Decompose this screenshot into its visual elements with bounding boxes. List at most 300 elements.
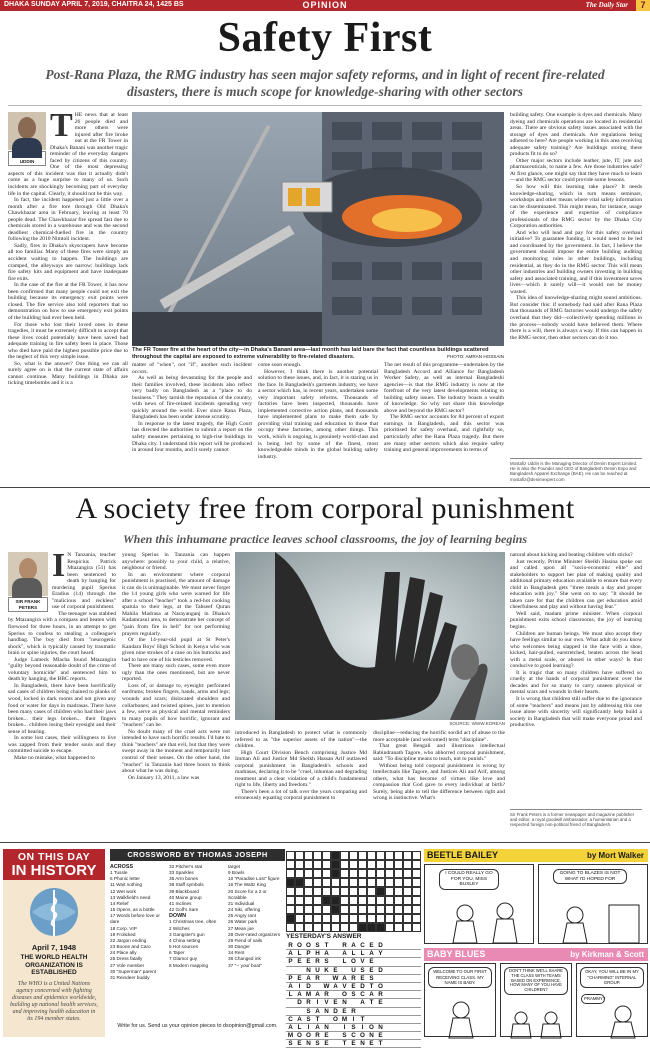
crossword-cell[interactable] (385, 896, 394, 905)
crossword-cell[interactable] (403, 923, 412, 932)
paragraph: Make no mistake, what happened to (14, 754, 95, 761)
crossword-cell[interactable] (340, 869, 349, 878)
crossword-cell[interactable] (340, 905, 349, 914)
crossword-cell[interactable] (295, 860, 304, 869)
crossword-cell[interactable] (385, 860, 394, 869)
crossword-cell[interactable] (349, 860, 358, 869)
crossword-cell[interactable] (385, 887, 394, 896)
paragraph: The RMG sector accounts for 84 percent of export earnings in Bangladesh, and this sector was prioritised for safety overhaul, and rightfully so, particularly after the Rana Plaza tragedy. But there are many other sectors which also require safety training and general improvements in terms of (384, 414, 504, 454)
crossword-cell[interactable] (376, 896, 385, 905)
crossword-clue: 6 Taper (169, 950, 185, 956)
blues-bubble-4: PRAMMY? (581, 994, 605, 1004)
crossword-cell[interactable] (367, 851, 376, 860)
crossword-clue: 36 Changed ink (228, 956, 261, 962)
crossword-clue: 32 Pitcher's stat (169, 864, 203, 869)
article1-deck: Post-Rana Plaza, the RMG industry has seen major safety reforms, and in light of recent fire-related disasters, there is much scope for knowledge-sharing with other sectors (45, 67, 605, 99)
paragraph: It is tragic that so many children have suffered so cruelly at the hands of corporal punishment over the decades and for so many to carry unseen physical or mental scars and wounds in their hearts. (510, 669, 642, 696)
on-this-day-label: ON THIS DAY (17, 851, 91, 863)
crossword-cell[interactable] (412, 860, 421, 869)
crossword-clue: 24 Siki, offering (228, 907, 261, 913)
crossword-cell[interactable] (358, 914, 367, 923)
paragraph: For those who lost their loved ones in these tragedies, it must be extremely difficult to accept that these lives could potentially have been saved had adequate training in fire safety been in place. Those who died have paid the highest possible price due to the neglect of this very simple issue. (8, 321, 128, 361)
article1-author-bio: Mostafiz Uddin is the Managing Director of Denim Expert Limited. He is also the Founder and CEO of Bangladesh Denim Expo and Bangladesh Apparel Exchange (BAE). He can be reached at mostafiz@denimexpert.com (510, 458, 642, 482)
crossword-cell (331, 851, 340, 860)
crossword-cell[interactable] (295, 851, 304, 860)
crossword-cell[interactable] (340, 914, 349, 923)
blues-panel-2-art (501, 964, 573, 1038)
crossword-cell[interactable] (376, 905, 385, 914)
who-emblem-icon (24, 884, 84, 940)
crossword-cell[interactable] (403, 887, 412, 896)
crossword-cell[interactable] (295, 896, 304, 905)
yesterday-answer-label: YESTERDAY'S ANSWER (286, 933, 362, 940)
paragraph: In Bangladesh, there have been horrifically sad cases of children being chained to planks of wood, locked in dark rooms and not given any food or water for days in madrasas. There have been many cases of children who had their jaws broken... their legs broken... their fingers broken... children losing their eyesight and their sense of hearing. (8, 682, 116, 735)
crossword-cell[interactable] (286, 851, 295, 860)
paragraph: As well as being devastating for the people and their families involved, these incidents also reflect very badly on Bangladesh as a "place to do business." They tarnish the reputation of the country, with news of fire-related incidents spreading very quickly around the world. Ever since Rana Plaza, Bangladesh has been under intense scrutiny. (132, 375, 252, 421)
paragraph: In some lost cases, their willingness to live was zapped from their tender souls and they committed suicide to escape. (8, 735, 116, 755)
answer-row: L A M A R O S C A R (286, 991, 421, 999)
crossword-clue: 37 "-- your boat" (228, 962, 262, 968)
crossword-cell[interactable] (358, 878, 367, 887)
crossword-cell[interactable] (349, 869, 358, 878)
paragraph: introduced in Bangladesh to protect what is commonly referred to as "the superior assets of the nation"—the children. (235, 730, 367, 750)
author-name-2: SIR FRANK PETERS (8, 597, 48, 612)
crossword-cell[interactable] (385, 923, 394, 932)
crossword-cell[interactable] (367, 869, 376, 878)
article2-column-3 (235, 730, 367, 838)
crossword-cell[interactable] (376, 860, 385, 869)
paragraph: Or the 14-year-old pupil at St Peter's Kandara Boys' High School in Kenya who was given nine strokes of a cane on his buttocks and had to have one of his testicles removed. (122, 637, 230, 663)
crossword-cell[interactable] (295, 869, 304, 878)
crossword-cell[interactable] (367, 878, 376, 887)
crossword-clue: 5 Hot sources (169, 944, 198, 950)
crossword-clue: 21 Individual (228, 900, 255, 906)
crossword-cell (376, 887, 385, 896)
answer-row: A L P H A A L L A Y (286, 950, 421, 958)
crossword-clue: 3 Gangster's gun (169, 931, 205, 937)
crossword-cell[interactable] (394, 851, 403, 860)
crossword-cell[interactable] (331, 878, 340, 887)
crossword-clue: 34 Rent (228, 950, 245, 956)
baby-blues-header (424, 948, 648, 961)
beetle-panel-1 (424, 864, 534, 944)
crossword-clue: 1 Christmas tree, often (169, 919, 217, 925)
paragraph: So, what is the answer? One thing we can all surely agree on is that the current state of affairs cannot continue. Many buildings in Dhaka are ticking timebombs and it is a (8, 360, 128, 387)
crossword-cell[interactable] (367, 914, 376, 923)
paragraph: Other major sectors include leather, jute, IT, jute and pharmaceuticals, to name a few. Are those industries safe? At first glance, one might say that they have much to learn—and the RMG sector could provide some lessons. (510, 157, 642, 184)
crossword-clue: 30 "Superman" parent (110, 968, 157, 974)
crossword-cell[interactable] (349, 923, 358, 932)
crossword-cell (322, 896, 331, 905)
crossword-cell (367, 923, 376, 932)
paragraph: No doubt many of the cruel acts were not intended to have such horrific results. I'd hate to think "teachers" are that evil, but that they were swept away in the moment and temporarily lost control of their senses. On the other hand, the "teacher" in Tanzania had three hours to think about what he was doing. (122, 728, 230, 775)
crossword-clue: 33 Sparkles (169, 870, 194, 876)
crossword-cell[interactable] (367, 887, 376, 896)
crossword-clue: 6 Phonic letter (110, 876, 140, 882)
paragraph: HE news that at least 26 people died and more others were injured after fire broke out at the FR Tower in Dhaka's Banani was another tragic reminder of the everyday dangers faced by citizens of this country. One of the most depressing aspects of this incident was that it actually didn't come as a huge surprise to many of us. Such incidents are shockingly becoming part of everyday life in the capital. Clearly, it should not be this way. (8, 112, 128, 197)
baby-blues-title: BABY BLUES (427, 949, 486, 959)
crossword-clue: 24 Place ally (110, 950, 137, 956)
crossword-cell[interactable] (340, 887, 349, 896)
crossword-cell[interactable] (313, 896, 322, 905)
crossword-cell[interactable] (403, 869, 412, 878)
crossword-cell[interactable] (412, 914, 421, 923)
crossword-cell[interactable] (385, 914, 394, 923)
crossword-cell[interactable] (322, 851, 331, 860)
crossword-cell[interactable] (295, 887, 304, 896)
divider (8, 105, 642, 106)
paragraph: On January 13, 2011, a law was (128, 774, 200, 781)
article2-column-5 (510, 552, 642, 806)
crossword-cell[interactable] (313, 887, 322, 896)
author-photo-2 (8, 552, 48, 612)
crossword-clue: 27 Mean joe (228, 925, 254, 931)
crossword-cell[interactable] (367, 905, 376, 914)
article1-column-4 (384, 362, 504, 482)
crossword-cell[interactable] (385, 851, 394, 860)
crossword-cell[interactable] (304, 878, 313, 887)
crossword-cell[interactable] (304, 923, 313, 932)
crossword-cell[interactable] (358, 851, 367, 860)
yesterday-answer-grid (286, 942, 421, 1048)
crossword-cell (331, 860, 340, 869)
crossword-clue: 22 Jargon ending (110, 937, 147, 943)
paragraph: N Tanzania, teacher Respicius Patrick Mtazangira (51) has been sentenced to death by hanging for murdering pupil Sperius Eradius (14) through the "malicious and reckless" use of corporal punishment. (52, 552, 116, 611)
dropcap: T (50, 107, 73, 144)
crossword-cell[interactable] (403, 905, 412, 914)
crossword-cell[interactable] (286, 923, 295, 932)
crossword-clue: 28 Over-rated organizers (228, 931, 281, 937)
crossword-cell[interactable] (367, 896, 376, 905)
paragraph: However, I think there is another potential solution to these issues, and, in fact, it is staring us in the face. In Bangladesh's garments industry, we have a sector which has, in recent years, undertaken some very important safety reforms. Thousands of factories have been inspected, thousands have implemented corrective action plans, and thousands have implemented plans to make them safe by providing vital training and education to those that occupy these factories, among other things. This work, which is ongoing, is genuinely world-class and is being led by some of the finest, most knowledgeable minds in the global building safety industry. (258, 368, 378, 460)
article2-column-4 (373, 730, 505, 838)
crossword-cell[interactable] (295, 905, 304, 914)
crossword-clue: 29 Fiend of sails (228, 937, 263, 943)
crossword-cell[interactable] (313, 923, 322, 932)
crossword-cell[interactable] (349, 896, 358, 905)
across-label: ACROSS (110, 864, 134, 870)
crossword-cell (358, 923, 367, 932)
crossword-clues-1 (110, 864, 166, 981)
crossword-cell[interactable] (340, 878, 349, 887)
blues-panel-3 (576, 963, 648, 1037)
crossword-cell[interactable] (304, 896, 313, 905)
paragraph: Without being told corporal punishment is wrong by intellectuals like Tagore, and Justices Ali and Arif, among others, what has become of virtues like love and compassion that God gave to every individual at birth? Surely, being able to tell the difference between right and wrong is instinctive. What's (373, 762, 505, 802)
crossword-cell[interactable] (412, 923, 421, 932)
crossword-cell[interactable] (376, 869, 385, 878)
crossword-cell[interactable] (313, 869, 322, 878)
article1-column-5 (510, 112, 642, 456)
page-number: 7 (636, 0, 650, 11)
crossword-cell[interactable] (295, 923, 304, 932)
crossword-clue: 39 Blackboard (169, 888, 199, 894)
fire-scene-image (132, 112, 504, 346)
paragraph: Loss of, or damage to, eyesight: perforated eardrums; broken fingers, hands, arms and legs; wounds and scars; dislocated shoulders and collarbones; and twisted spines, just to mention a few, serve as physical and mental reminders to many pupils of how horrific, ignorant and "teachers" can be. (122, 682, 230, 729)
paragraph: In fact, the incident happened just a little over a month after a fire tore through Old Dhaka's Chawkbazar area in February, leaving at least 70 people dead. The Chawkbazar fire spread fast due to chemicals stored in a warehouse and was the second deadliest chemical-fuelled fire in the country following the 2010 Nimtoli incident. (8, 197, 128, 243)
crossword-cell[interactable] (322, 914, 331, 923)
crossword-cell[interactable] (340, 923, 349, 932)
crossword-cell[interactable] (322, 869, 331, 878)
crossword-clue: 8 Modern mapping (169, 962, 209, 968)
crossword-clue: 25 Dress fatally (110, 956, 143, 962)
crossword-clue: 2 Witches (169, 925, 190, 931)
crossword-cell[interactable] (412, 869, 421, 878)
crossword-cell[interactable] (358, 896, 367, 905)
paragraph: In an environment where corporal punishment is practised, the amount of damage it can do is unimaginable. We must never forget the 14 young girls who were warned for life after a school "teacher" took a red-hot cooking spatula to their legs, at the Tahseef Quran Mahila Madrasa at Narayanganj in Dhaka's Kadamrasul area, to demonstrate her concept of "pain from fire in hell" for not performing prayers regularly. (122, 571, 230, 637)
crossword-cell[interactable] (286, 869, 295, 878)
crossword-clue: 9 Bowls (228, 870, 245, 876)
article2-deck: When this inhumane practice leaves school classrooms, the joy of learning begins (122, 532, 528, 546)
crossword-clue: target (228, 864, 240, 869)
crossword-cell[interactable] (313, 860, 322, 869)
crossword-clue: 23 Boone and Caro (110, 944, 151, 950)
crossword-cell[interactable] (349, 905, 358, 914)
paragraph: So how will this learning take place? It needs knowledge-sharing, which in turn means seminars, workshops and other means where vital safety information can be disseminated. This might mean, for instance, usage of the experience and expertise of compliance professionals of the RMG sector by the Dhaka City Corporation authorities. (510, 184, 642, 230)
masthead (0, 0, 650, 11)
paragraph: In the case of the fire at the FR Tower, it has now been confirmed that many people could not exit the building because its emergency exit points were closed. The fire service also told reporters that no demonstration on how to use emergency exit points of the building had ever been held. (8, 282, 128, 321)
crossword-cell[interactable] (358, 869, 367, 878)
crossword-clue: 35 Arm bones (169, 876, 198, 882)
paragraph: Just recently, Prime Minister Sheikh Hasina spoke out and called upon all "socio-economic elite" and stakeholders to support her plan of making quality and additional primary education available to ensure that every child in Bangladesh gets "three meals a day and proper education with joy." She went on to say: "It should be taken care for that the children can get education amid cheerfulness and play and without having fear." (510, 558, 642, 611)
blues-panel-3-art (577, 964, 649, 1038)
crossword-cell[interactable] (412, 878, 421, 887)
crossword-clue: 31 Reindeer buddy (110, 974, 150, 980)
beetle-bailey-header (424, 849, 648, 862)
on-this-day-box (3, 849, 105, 1037)
crossword-cell[interactable] (304, 914, 313, 923)
paragraph: There are many such cases, some even more ugly than the ones mentioned, but are never reported. (122, 663, 230, 683)
hand-photo (235, 552, 505, 720)
crossword-cell[interactable] (340, 896, 349, 905)
paragraph: And who will lead and pay for this safety overhaul initiative? To guarantee funding, it would need to be led and coordinated by the government. In fact, I believe the government should impose the entire building auditing and monitoring rules in other buildings, including residential, as they do in the RMG sector. This will mean other industries and building owners investing in building safety and associated training, and if this investment saves lives—which it surely will—it would not be money wasted. (510, 229, 642, 295)
crossword-cell[interactable] (313, 905, 322, 914)
crossword-cell[interactable] (304, 869, 313, 878)
beetle-bubble-1: I COULD REALLY GO FOR YOU, MISS BUXLEY (439, 869, 499, 890)
paragraph: That great Bengali and illustrious intellectual Rabindranath Tagore, who abhorred corporal punishment, said: "To discipline means to teach, not to punish." (373, 743, 505, 763)
crossword-cell[interactable] (331, 914, 340, 923)
crossword-clue: 10 "Paradise Lost" figure (228, 876, 280, 882)
beetle-panel-2 (538, 864, 648, 944)
crossword-cell[interactable] (385, 905, 394, 914)
article2-column-2 (122, 552, 230, 838)
crossword-cell[interactable] (349, 914, 358, 923)
crossword-clue: 14 Relief (110, 900, 129, 906)
crossword-cell (331, 869, 340, 878)
crossword-cell[interactable] (376, 914, 385, 923)
blues-panel-1-art (425, 964, 497, 1038)
beetle-bailey-author: by Mort Walker (586, 851, 644, 860)
crossword-cell[interactable] (286, 905, 295, 914)
crossword-cell[interactable] (394, 869, 403, 878)
crossword-clue: 13 Walkfield's need (110, 894, 151, 900)
answer-row: D R I V E N A T E (286, 999, 421, 1007)
crossword-cell (331, 905, 340, 914)
crossword-cell[interactable] (340, 851, 349, 860)
photo-caption (132, 347, 504, 360)
crossword-cell[interactable] (358, 860, 367, 869)
crossword-cell[interactable] (412, 851, 421, 860)
crossword-cell[interactable] (367, 860, 376, 869)
write-for-us: Write for us. Send us your opinion pieces to dsopinion@gmail.com. (117, 1023, 278, 1029)
answer-row: M O O R E S C O N E (286, 1032, 421, 1040)
answer-row: R O O S T R A C E D (286, 942, 421, 950)
crossword-cell[interactable] (349, 851, 358, 860)
crossword-cell[interactable] (394, 923, 403, 932)
crossword-cell[interactable] (403, 914, 412, 923)
beetle-panel-2-art (539, 865, 649, 945)
blues-bubble-3: OKAY, YOU WILL BE IN MY "CHARMING" INTERNAL GROUP. (580, 967, 644, 988)
hand-shadow-image (235, 552, 505, 720)
author-name: UDDIN (8, 151, 46, 166)
crossword-cell[interactable] (358, 905, 367, 914)
crossword-cell[interactable] (331, 887, 340, 896)
crossword-cell[interactable] (358, 887, 367, 896)
crossword-cell[interactable] (322, 923, 331, 932)
crossword-cell[interactable] (322, 905, 331, 914)
crossword-cell[interactable] (340, 860, 349, 869)
crossword-cell[interactable] (286, 887, 295, 896)
crossword-cell (331, 896, 340, 905)
answer-row: C A S T O M I T (286, 1016, 421, 1024)
paragraph: discipline—reducing the horrific sordid act of abuse to the more acceptable (and welcomed) term "discipline". (373, 730, 505, 743)
crossword-cell[interactable] (394, 896, 403, 905)
crossword-clue: 17 Words before love or dare (110, 913, 160, 925)
answer-row: A L I A N I S I O N (286, 1024, 421, 1032)
crossword-cell[interactable] (412, 887, 421, 896)
crossword-cell[interactable] (403, 896, 412, 905)
crossword-clue: 25 Angry rant (228, 913, 256, 919)
paragraph: High Court Division Bench comprising Justice Md Imman Ali and Justice Md Sheikh Hassan Arif outlawed corporal punishment in Bangladesh's schools and madrasas, declaring it to be "cruel, inhuman and degrading treatment and a clear violation of a child's fundamental right to life, liberty and freedom." (235, 749, 367, 789)
crossword-cell[interactable] (313, 914, 322, 923)
crossword-cell[interactable] (295, 914, 304, 923)
answer-row: S E N S E T E N E T (286, 1040, 421, 1048)
crossword-cell[interactable] (376, 878, 385, 887)
crossword-cell[interactable] (286, 860, 295, 869)
crossword-cell[interactable] (412, 905, 421, 914)
crossword-cell (295, 878, 304, 887)
crossword-cell[interactable] (322, 878, 331, 887)
paragraph: The teenager was stabbed by Mtazangira with a compass and beaten with firewood for three hours, in an attempt to get Sperius to confess to stealing a colleague's handbag. The boy died from "neurogenic shock", which is typically caused by traumatic brain or spine injuries, the court heard. (8, 610, 116, 657)
crossword-clue: 30 Danger (228, 944, 250, 950)
dateline: DHAKA SUNDAY APRIL 7, 2019, CHAITRA 24, 1425 BS (4, 1, 184, 8)
answer-row: P E E R S L O V E (286, 958, 421, 966)
crossword-cell[interactable] (385, 869, 394, 878)
crossword-cell[interactable] (394, 905, 403, 914)
paragraph: There's been a lot of talk over the years comparing and erroneously equating corporal punishment to (235, 788, 367, 802)
bottom-divider (0, 842, 650, 843)
baby-blues-author: by Kirkman & Scott (570, 950, 644, 959)
crossword-clue: 19 Frolicked (110, 931, 136, 937)
fire-photo (132, 112, 504, 346)
crossword-cell[interactable] (394, 878, 403, 887)
crossword-clue: 11 Wait nothing (110, 882, 143, 888)
blues-bubble-1: WELCOME TO OUR FIRST RECEIVING CLASS. MY NAME IS BABY. (428, 967, 492, 988)
author-photo (8, 112, 46, 166)
article2-author-bio: Sir Frank Peters is a former newspaper and magazine publisher and editor, a royal goodwill ambassador, a humanitarian and a respected foreign non-political friend of Bangladesh. (510, 809, 642, 839)
crossword-cell[interactable] (304, 860, 313, 869)
crossword-cell (376, 923, 385, 932)
paragraph: come soon enough. (258, 362, 302, 368)
photo-credit-2: SOURCE: WWW.KOREAN (449, 721, 505, 726)
crossword-cell[interactable] (403, 860, 412, 869)
paragraph: Children are human beings. We must also accept they have feelings similar to our own. What adult do you know who welcomes being slapped in the face with a shoe, kicked, hair-pulled, earstretched, beaten across the head with a metal scale, or abused in other ways? Is that conducive to good learning? (510, 630, 642, 670)
article1-headline: Safety First (217, 15, 433, 61)
crossword-cell[interactable] (412, 896, 421, 905)
history-title: THE WORLD HEALTH ORGANIZATION IS ESTABLISHED (20, 954, 88, 976)
crossword-title: CROSSWORD BY THOMAS JOSEPH (110, 849, 285, 861)
answer-row: P E A R W A R E S (286, 975, 421, 983)
crossword-cell[interactable] (403, 851, 412, 860)
history-date: April 7, 1948 (31, 943, 77, 952)
crossword-cell[interactable] (394, 914, 403, 923)
paragraph: young Sperius in Tanzania can happen anywhere: possibly to your child, a relative, neighbour or friend. (122, 552, 230, 572)
crossword-clue: 7 Glamor guy (169, 956, 198, 962)
crossword-cell[interactable] (403, 878, 412, 887)
on-this-day-header (3, 849, 105, 880)
crossword-cell[interactable] (331, 923, 340, 932)
beetle-bailey-title: BEETLE BAILEY (427, 850, 499, 860)
article2-headline: A society free from corporal punishment (75, 492, 575, 525)
crossword-cell[interactable] (304, 905, 313, 914)
crossword-clue: 38 Staff symbols (169, 882, 204, 888)
crossword-clue: 1 Tussle (110, 870, 128, 876)
paragraph: It is wrong that children still suffer due to the ignorance of some "teachers" and means just by addressing this one issue alone with sincerity will significantly help build a society in Bangladesh that will make everyone proud and productive. (510, 696, 642, 729)
photo-credit: PHOTO: AMRAN HOSSAIN (446, 353, 504, 359)
crossword-cell[interactable] (313, 878, 322, 887)
paragraph: Sadly, fires in Dhaka's skyscrapers have become all too familiar. Many of these fires were simply an accident waiting to happen. The buildings are cramped, the alleyways are narrow; buildings lack fire safety kits and equipment and have inadequate fire exits. (8, 242, 128, 282)
crossword-cell[interactable] (349, 887, 358, 896)
crossword-cell[interactable] (394, 860, 403, 869)
crossword-clue: 40 Maine group (169, 894, 202, 900)
dropcap-2: I (52, 547, 66, 584)
answer-row: S A N D E R (286, 1008, 421, 1016)
paragraph: This idea of knowledge-sharing might sound ambitious. But consider this: if somebody had said after Rana Plaza that thousands of RMG factories would undergo the safety overhaul that they did—collectively spending millions in the process—nobody would have believed them. Where there is a will, there is always a way. If this can happen in the RMG sector, then other sectors can do it too. (510, 295, 642, 341)
crossword-clues-2 (169, 864, 225, 969)
paragraph: Well said, madam prime minister. When corporal punishment exits school classrooms, the joy of learning begins. (510, 610, 642, 631)
crossword-cell[interactable] (286, 896, 295, 905)
crossword-clue: 16 The Waltz King (228, 882, 267, 888)
section-title: OPINION (302, 0, 348, 10)
paragraph: Judge Lameck Mlacha found Mtazangira "guilty beyond reasonable doubt of the crime of voluntary homicide" and sentenced him to death by hanging, the BBC reports. (8, 656, 116, 683)
crossword-cell[interactable] (304, 887, 313, 896)
crossword-cell[interactable] (322, 887, 331, 896)
article1-column-1 (8, 107, 128, 482)
crossword-cell[interactable] (376, 851, 385, 860)
crossword-cell (286, 914, 295, 923)
crossword-cell[interactable] (385, 878, 394, 887)
crossword-cell[interactable] (349, 878, 358, 887)
history-text: The WHO is a United Nations agency concerned with fighting diseases and epidemics worldwide, building up national health services, and improving health education in its 194 member states. (10, 980, 98, 1022)
beetle-panel-1-art (425, 865, 535, 945)
blues-panel-2 (500, 963, 572, 1037)
blues-panel-1 (424, 963, 496, 1037)
article2-column-1 (8, 547, 116, 838)
crossword-clue: 26 Water park (228, 919, 258, 925)
crossword-cell[interactable] (313, 851, 322, 860)
crossword-cell[interactable] (394, 887, 403, 896)
crossword-clue: 42 Golf's Sam (169, 907, 199, 913)
section-divider (0, 487, 650, 488)
paragraph: matter of "when", not "if", another such incident occurs. (132, 362, 252, 375)
article1-column-2 (132, 362, 252, 482)
crossword-clue: 41 Inclines (169, 900, 192, 906)
paragraph: In response to the latest tragedy, the High Court has directed the authorities to submit a report on the safety measures pertaining to high-rise buildings in Dhaka city. I understand this report will be produced in around four months, and it surely cannot (132, 420, 252, 454)
paragraph: natural about kicking and beating children with sticks? (510, 552, 633, 558)
crossword-clues-3 (228, 864, 284, 969)
crossword-cell[interactable] (322, 860, 331, 869)
article1-column-3 (258, 362, 378, 482)
crossword-cell[interactable] (304, 851, 313, 860)
